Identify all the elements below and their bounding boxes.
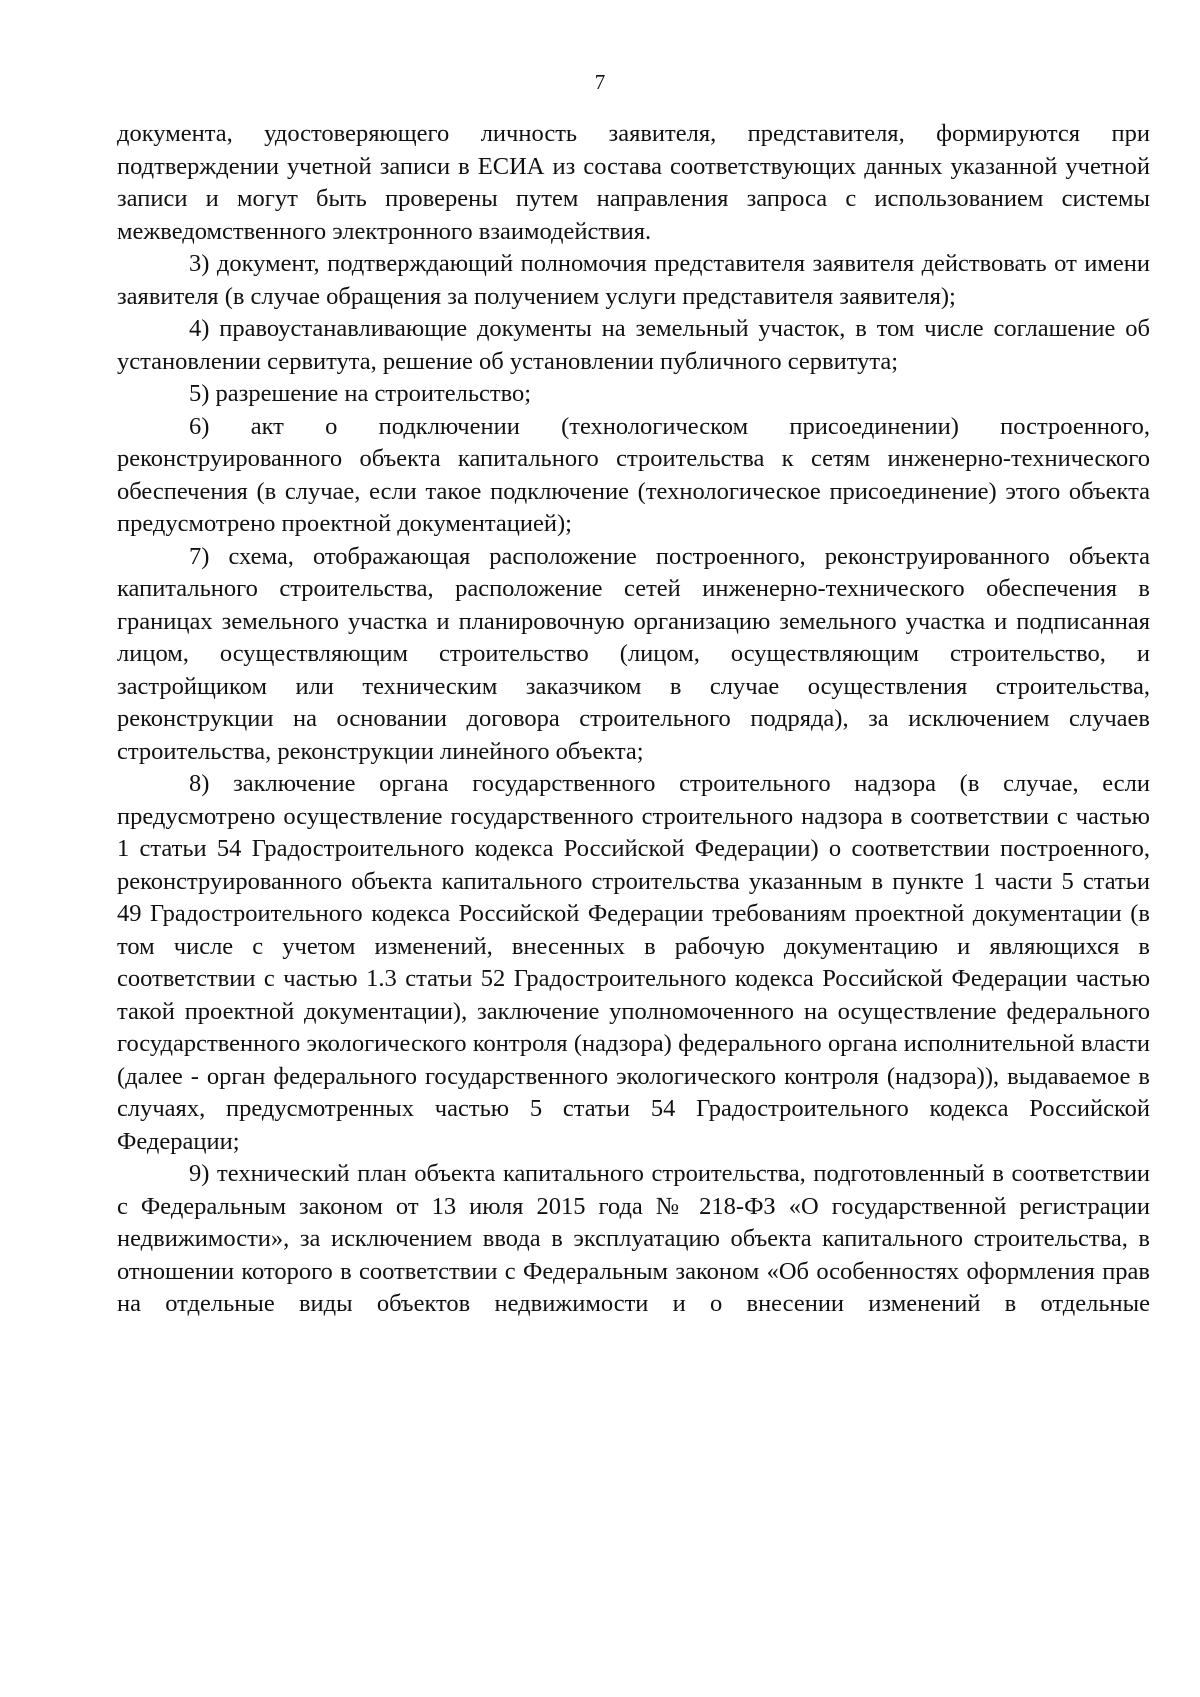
paragraph-item-5: 5) разрешение на строительство; — [189, 380, 532, 407]
paragraph-identity-documents: документа, удостоверяющего личность заявителя, представителя, формируются при подтверждении учетной записи в ЕСИА из состава соответствующих данных указанной учетной записи и могут быть проверены путем направления запроса с использованием системы межведомственного электронного взаимодействия. — [117, 120, 1150, 245]
document-body — [117, 118, 1150, 1321]
paragraph-item-6: 6) акт о подключении (технологическом присоединении) построенного, реконструированного объекта капитального строительства к сетям инженерно-технического обеспечения (в случае, если такое подключение (технологическое присоединение) этого объекта предусмотрено проектной документацией); — [117, 412, 1150, 537]
paragraph-item-7: 7) схема, отображающая расположение построенного, реконструированного объекта капитального строительства, расположение сетей инженерно-технического обеспечения в границах земельного участка и планировочную организацию земельного участка и подписанная лицом, осуществляющим строительство (лицом, осуществляющим строительство, и застройщиком или техническим заказчиком в случае осуществления строительства, реконструкции на основании договора строительного подряда), за исключением случаев строительства, реконструкции линейного объекта; — [117, 542, 1150, 765]
page-number: 7 — [594, 70, 606, 94]
paragraph-item-4: 4) правоустанавливающие документы на земельный участок, в том числе соглашение об установлении сервитута, решение об установлении публичного сервитута; — [117, 315, 1150, 375]
paragraph-item-9: 9) технический план объекта капитального строительства, подготовленный в соответствии с Федеральным законом от 13 июля 2015 года № 218-ФЗ «О государственной регистрации недвижимости», за исключением ввода в эксплуатацию объекта капитального строительства, в отношении которого в соответствии с Федеральным законом «Об особенностях оформления прав на отдельные виды объектов недвижимости и о внесении изменений в отдельные — [117, 1160, 1150, 1317]
paragraph-item-8: 8) заключение органа государственного строительного надзора (в случае, если предусмотрено осуществление государственного строительного надзора в соответствии с частью 1 статьи 54 Градостроительного кодекса Российской Федерации) о соответствии построенного, реконструированного объекта капитального строительства указанным в пункте 1 части 5 статьи 49 Градостроительного кодекса Российской Федерации требованиям проектной документации (в том числе с учетом изменений, внесенных в рабочую документацию и являющихся в соответствии с частью 1.3 статьи 52 Градостроительного кодекса Российской Федерации частью такой проектной документации), заключение уполномоченного на осуществление федерального государственного экологического контроля (надзора) федерального органа исполнительной власти (далее - орган федерального государственного экологического контроля (надзора)), выдаваемое в случаях, предусмотренных частью 5 статьи 54 Градостроительного кодекса Российской Федерации; — [117, 770, 1150, 1155]
paragraph-item-3: 3) документ, подтверждающий полномочия представителя заявителя действовать от имени заявителя (в случае обращения за получением услуги представителя заявителя); — [117, 250, 1150, 310]
